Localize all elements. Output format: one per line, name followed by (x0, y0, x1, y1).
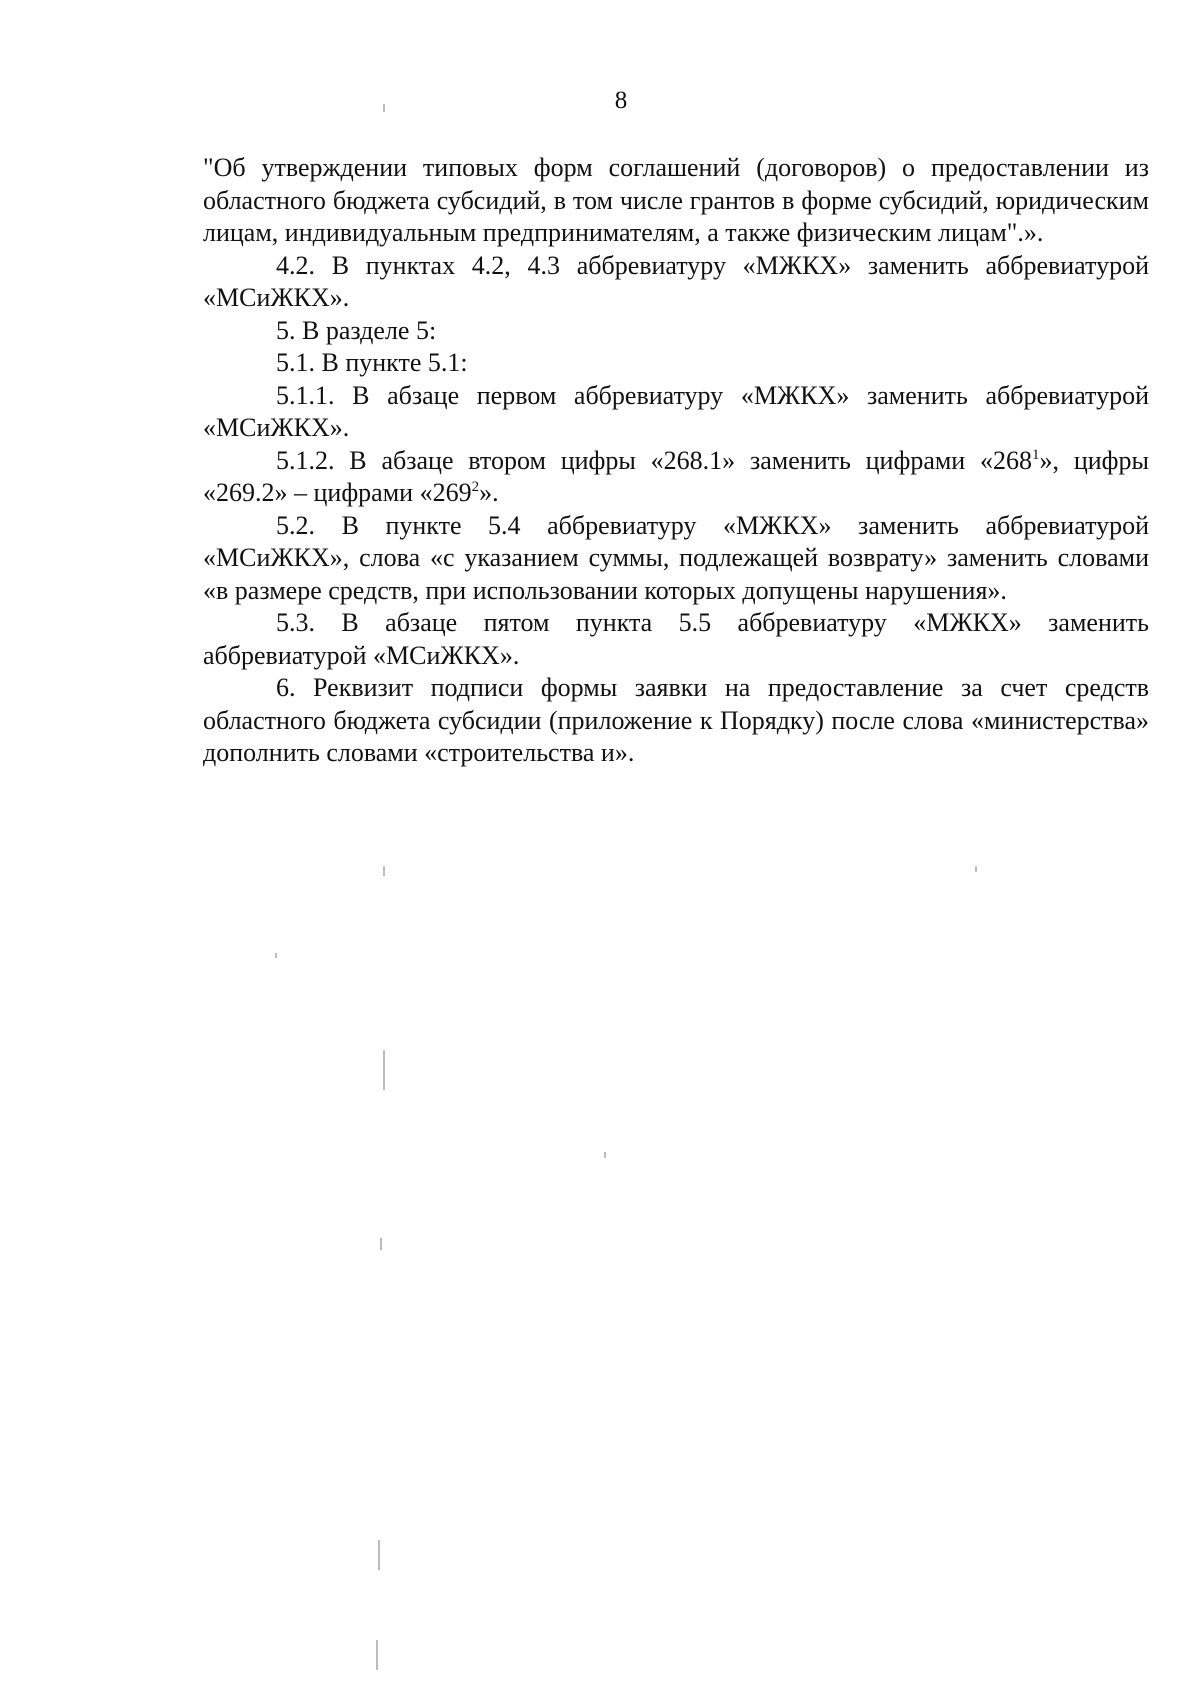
scan-speck (383, 104, 385, 112)
scan-speck (376, 1640, 378, 1670)
scan-speck (604, 1152, 606, 1158)
document-body (203, 152, 1149, 770)
scan-speck (380, 1238, 382, 1250)
paragraph-5-1: 5.1. В пункте 5.1: (276, 348, 468, 377)
superscript-2: 2 (471, 479, 480, 495)
paragraph-5-1-2-part3: ». (479, 478, 499, 507)
scan-speck (275, 953, 277, 958)
paragraph-5: 5. В разделе 5: (276, 315, 437, 345)
scan-speck (378, 1540, 380, 1570)
superscript-1: 1 (1032, 446, 1040, 463)
paragraph-6: 6. Реквизит подписи формы заявки на предоставление за счет средств областного бюджета субсидии (приложение к Порядку) после слова «министерства» дополнить словами «строительства и». (203, 673, 1149, 767)
page-number: 8 (614, 87, 628, 114)
paragraph-5-1-2 (203, 445, 1149, 510)
scan-speck (383, 1050, 385, 1090)
paragraph-decree-title: "Об утверждении типовых форм соглашений (договоров) о предоставлении из областного бюджета субсидий, в том числе грантов в форме субсидий, юридическим лицам, индивидуальным предпринимателям, а также физическим лицам".». (203, 153, 1149, 247)
scan-speck (975, 866, 977, 872)
paragraph-5-3: 5.3. В абзаце пятом пункта 5.5 аббревиатуру «МЖКХ» заменить аббревиатурой «МСиЖКХ». (203, 608, 1149, 670)
paragraph-4-2: 4.2. В пунктах 4.2, 4.3 аббревиатуру «МЖКХ» заменить аббревиатурой «МСиЖКХ». (203, 250, 1149, 312)
scan-speck (383, 866, 385, 876)
paragraph-5-2: 5.2. В пункте 5.4 аббревиатуру «МЖКХ» заменить аббревиатурой «МСиЖКХ», слова «с указанием суммы, подлежащей возврату» заменить словами «в размере средств, при использовании которых допущены нарушения». (203, 510, 1149, 605)
paragraph-5-1-1: 5.1.1. В абзаце первом аббревиатуру «МЖКХ» заменить аббревиатурой «МСиЖКХ». (203, 380, 1149, 442)
paragraph-5-1-2-part2: », цифры «269.2» – цифрами «269 (203, 445, 1149, 507)
paragraph-5-1-2-part1: 5.1.2. В абзаце втором цифры «268.1» заменить цифрами «268 (276, 445, 1033, 475)
